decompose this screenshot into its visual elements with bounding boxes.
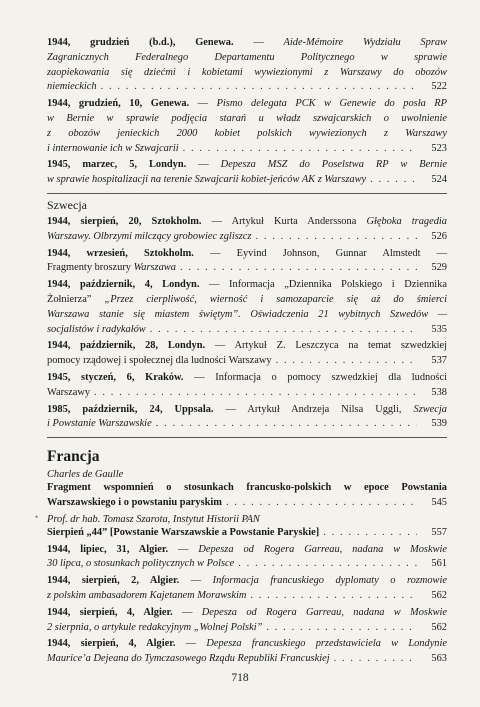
entry-text: Warszawa xyxy=(133,262,176,274)
entry-last-text xyxy=(47,386,90,401)
leader-dots xyxy=(156,417,417,432)
section-divider xyxy=(47,437,447,438)
entry-text: — xyxy=(179,575,213,587)
entry-text: i internowanie ich w Szwajcarii xyxy=(47,142,179,154)
entry-text: — Informacja „Dziennika Polskiego i Dziennika xyxy=(199,279,447,291)
entry-date-location: 1944, sierpień, 2, Algier. xyxy=(47,575,180,587)
entry-date-location: Fragment wspomnień o stosunkach francusko-polskich w epoce Powstania xyxy=(47,482,447,494)
toc-entry[interactable] xyxy=(47,158,447,188)
leader-dots xyxy=(255,230,417,245)
entry-page-number: 529 xyxy=(431,262,447,274)
entry-last-text xyxy=(47,557,234,572)
toc-column xyxy=(47,36,447,667)
entry-text: Depesza francuskiego przedstawiciela w Londynie xyxy=(206,638,447,650)
leader-dots xyxy=(250,589,417,604)
toc-entry[interactable] xyxy=(47,543,447,573)
entry-text: — xyxy=(172,606,202,618)
entry-last-text xyxy=(47,80,97,95)
entry-date-location: Warszawskiego i o powstaniu paryskim xyxy=(47,496,222,508)
section-heading-szwecja: Szwecja xyxy=(47,197,87,212)
entry-date-location: 1944, sierpień, 4, Algier. xyxy=(47,638,176,650)
entry-text: pomocy rządowej i społecznej dla ludności Warszawy xyxy=(47,355,272,367)
entry-last-line xyxy=(47,142,447,157)
toc-entry[interactable] xyxy=(47,526,447,541)
entry-date-location: 1944, sierpień, 20, Sztokholm. xyxy=(47,215,202,227)
entry-page-number: 557 xyxy=(431,526,447,538)
leader-dots xyxy=(226,496,417,511)
entry-last-line xyxy=(47,230,447,245)
entry-page-number: 562 xyxy=(431,621,447,633)
entry-line xyxy=(47,371,447,386)
entry-text: — xyxy=(175,638,207,650)
entry-text: — Eyvind Johnson, Gunnar Almstedt — xyxy=(193,247,447,259)
entry-last-line xyxy=(47,354,447,369)
leader-dots xyxy=(323,526,417,541)
toc-entry[interactable] xyxy=(47,97,447,156)
entry-text: Zagranicznych Federalnego Departamentu Politycznego w sprawie xyxy=(47,51,447,63)
entry-line xyxy=(47,112,447,127)
entry-text: — Artykuł Kurta Anderssona xyxy=(201,215,367,227)
entry-last-text xyxy=(47,621,262,636)
entry-last-line xyxy=(47,526,447,541)
entry-last-line xyxy=(47,621,447,636)
entry-text: Szwecja xyxy=(413,403,447,415)
entry-date-location: 1944, lipiec, 31, Algier. xyxy=(47,543,169,555)
entry-page-number: 538 xyxy=(431,386,447,398)
entry-text: w sprawie hospitalizacji na terenie Szwajcarii kobiet-jeńców AK z Warszawy xyxy=(47,174,367,186)
entry-last-line xyxy=(47,173,447,188)
entry-last-text xyxy=(47,354,272,369)
leader-dots xyxy=(276,354,417,369)
entry-last-line xyxy=(47,261,447,276)
entry-text: — xyxy=(186,159,221,171)
entry-last-line xyxy=(47,589,447,604)
entry-text: 30 lipca, o stosunkach politycznych w Polsce xyxy=(47,558,235,570)
toc-entry[interactable] xyxy=(47,215,447,245)
entry-line xyxy=(47,247,447,262)
toc-entry[interactable] xyxy=(47,637,447,667)
entry-text: Żołnierza” xyxy=(47,293,105,305)
entry-last-text xyxy=(47,652,330,667)
toc-entry[interactable] xyxy=(47,247,447,277)
leader-dots xyxy=(150,323,417,338)
entry-last-line xyxy=(47,80,447,95)
entry-last-text xyxy=(47,589,246,604)
entry-line xyxy=(47,574,447,589)
entry-text: niemieckich xyxy=(47,81,97,93)
entry-page-number: 524 xyxy=(431,174,447,186)
entry-line xyxy=(47,51,447,66)
entry-text: Informacja francuskiego dyplomaty o rozmowie xyxy=(212,575,447,587)
entry-date-location: 1945, styczeń, 6, Kraków. xyxy=(47,371,184,383)
entry-last-line xyxy=(47,417,447,432)
entry-author: Prof. dr hab. Tomasz Szarota, Instytut Historii PAN xyxy=(47,513,260,525)
entry-last-text xyxy=(47,496,222,511)
entry-text: Maurice’a Dejeana do Tymczasowego Rządu Republiki Francuskiej xyxy=(47,653,330,665)
entry-last-text xyxy=(47,526,319,541)
leader-dots xyxy=(266,621,417,636)
entry-text: Aide-Mémoire Wydziału Spraw xyxy=(283,37,447,48)
entry-text: Depesza MSZ do Poselstwa RP w Bernie xyxy=(220,159,447,171)
entry-last-text xyxy=(47,230,251,245)
leader-dots xyxy=(94,386,417,401)
entry-line xyxy=(47,293,447,308)
toc-group-francja xyxy=(47,468,447,667)
toc-entry[interactable] xyxy=(47,606,447,636)
entry-text: Warszawa stanie się miastem świętym”. Oświadczenia 21 wybitnych Szwedów — xyxy=(47,308,447,320)
toc-entry[interactable] xyxy=(47,574,447,604)
toc-entry[interactable] xyxy=(47,481,447,511)
entry-line xyxy=(47,606,447,621)
entry-text: zaopiekowania się dziećmi i kobietami wywiezionymi z Warszawy do obozów xyxy=(47,66,447,78)
entry-last-text xyxy=(47,173,366,188)
entry-line xyxy=(47,481,447,496)
entry-line xyxy=(47,36,447,51)
toc-entry[interactable] xyxy=(47,371,447,401)
entry-page-number: 537 xyxy=(431,355,447,367)
leader-dots xyxy=(238,557,417,572)
toc-entry[interactable] xyxy=(47,403,447,433)
entry-last-text xyxy=(47,417,152,432)
entry-line xyxy=(47,403,447,418)
toc-entry[interactable] xyxy=(47,339,447,369)
toc-entry[interactable] xyxy=(47,278,447,337)
entry-last-text xyxy=(47,142,179,157)
entry-text: z obozów jenieckich 2000 kobiet polskich wywiezionych z Warszawy xyxy=(47,127,447,139)
entry-line xyxy=(47,66,447,81)
entry-line xyxy=(47,127,447,142)
toc-group-szwecja xyxy=(47,215,447,432)
entry-page-number: 561 xyxy=(431,558,447,570)
entry-date-location: 1944, grudzień, 10, Genewa. xyxy=(47,98,190,110)
entry-text: z polskim ambasadorem Kajetanem Morawskim xyxy=(47,589,247,601)
leader-dots xyxy=(334,652,417,667)
entry-line xyxy=(47,158,447,173)
entry-page-number: 523 xyxy=(431,142,447,154)
entry-line xyxy=(47,278,447,293)
entry-page-number: 562 xyxy=(431,589,447,601)
entry-date-location: 1985, październik, 24, Uppsala. xyxy=(47,403,214,415)
entry-date-location: 1945, marzec, 5, Londyn. xyxy=(47,159,187,171)
toc-group-szwajcaria xyxy=(47,36,447,188)
entry-page-number: 545 xyxy=(431,496,447,508)
entry-text: Warszawy xyxy=(47,386,91,398)
section-heading-francja: Francja xyxy=(47,448,100,466)
entry-last-line xyxy=(47,557,447,572)
entry-author: Charles de Gaulle xyxy=(47,469,124,481)
entry-date-location: 1944, grudzień (b.d.), Genewa. xyxy=(47,37,234,48)
entry-date-location: 1944, wrzesień, Sztokholm. xyxy=(47,247,194,259)
entry-last-line xyxy=(47,386,447,401)
leader-dots xyxy=(180,261,417,276)
entry-line xyxy=(47,339,447,354)
entry-text: Warszawy. Olbrzymi milczący grobowiec zgliszcz xyxy=(47,230,252,242)
entry-text: Fragmenty broszury xyxy=(47,262,134,274)
entry-last-line xyxy=(47,652,447,667)
entry-last-line xyxy=(47,323,447,338)
entry-line xyxy=(47,215,447,230)
margin-mark: • xyxy=(35,512,39,522)
entry-page-number: 526 xyxy=(431,230,447,242)
entry-last-text xyxy=(47,323,146,338)
leader-dots xyxy=(101,80,417,95)
entry-page-number: 535 xyxy=(431,323,447,335)
entry-line xyxy=(47,308,447,323)
entry-text: socjalistów i radykałów xyxy=(47,323,146,335)
leader-dots xyxy=(370,173,417,188)
entry-text: Depesza od Rogera Garreau, nadana w Moskwie xyxy=(198,543,448,555)
entry-text: — xyxy=(233,37,284,48)
entry-text: — Artykuł Andrzeja Nilsa Uggli, xyxy=(213,403,414,415)
entry-text: i Powstanie Warszawskie xyxy=(47,418,152,430)
entry-date-location: Sierpień „44” [Powstanie Warszawskie a Powstanie Paryskie] xyxy=(47,526,320,538)
entry-text: — Informacja o pomocy szwedzkiej dla ludności xyxy=(183,371,447,383)
entry-text: — xyxy=(168,543,199,555)
entry-text: Głęboka tragedia xyxy=(366,215,447,227)
entry-line xyxy=(47,637,447,652)
entry-page-number: 563 xyxy=(431,653,447,665)
entry-text: Depesza od Rogera Garreau, nadana w Moskwie xyxy=(201,606,447,618)
entry-line xyxy=(47,97,447,112)
entry-line xyxy=(47,543,447,558)
entry-text: w Bernie w sprawie podjęcia starań u władz szwajcarskich o uwolnienie xyxy=(47,112,447,124)
entry-page-number: 539 xyxy=(431,418,447,430)
entry-text: — Artykuł Z. Leszczyca na temat szwedzkiej xyxy=(205,340,447,352)
entry-date-location: 1944, październik, 28, Londyn. xyxy=(47,340,206,352)
entry-date-location: 1944, sierpień, 4, Algier. xyxy=(47,606,173,618)
entry-last-text xyxy=(47,261,176,276)
entry-page-number: 522 xyxy=(431,81,447,93)
entry-last-line xyxy=(47,496,447,511)
toc-entry[interactable] xyxy=(47,36,447,95)
page-number: 718 xyxy=(231,672,249,684)
entry-text: — xyxy=(189,98,217,110)
entry-date-location: 1944, październik, 4, Londyn. xyxy=(47,279,200,291)
leader-dots xyxy=(183,142,417,157)
entry-text: „Przez cierpliwość, wierność i samozaparcie się aż do śmierci xyxy=(104,293,447,305)
entry-text: Pismo delegata PCK w Genewie do posła RP xyxy=(216,98,447,110)
section-divider xyxy=(47,193,447,194)
entry-text: 2 sierpnia, o artykule redakcyjnym „Wolnej Polski” xyxy=(47,621,263,633)
